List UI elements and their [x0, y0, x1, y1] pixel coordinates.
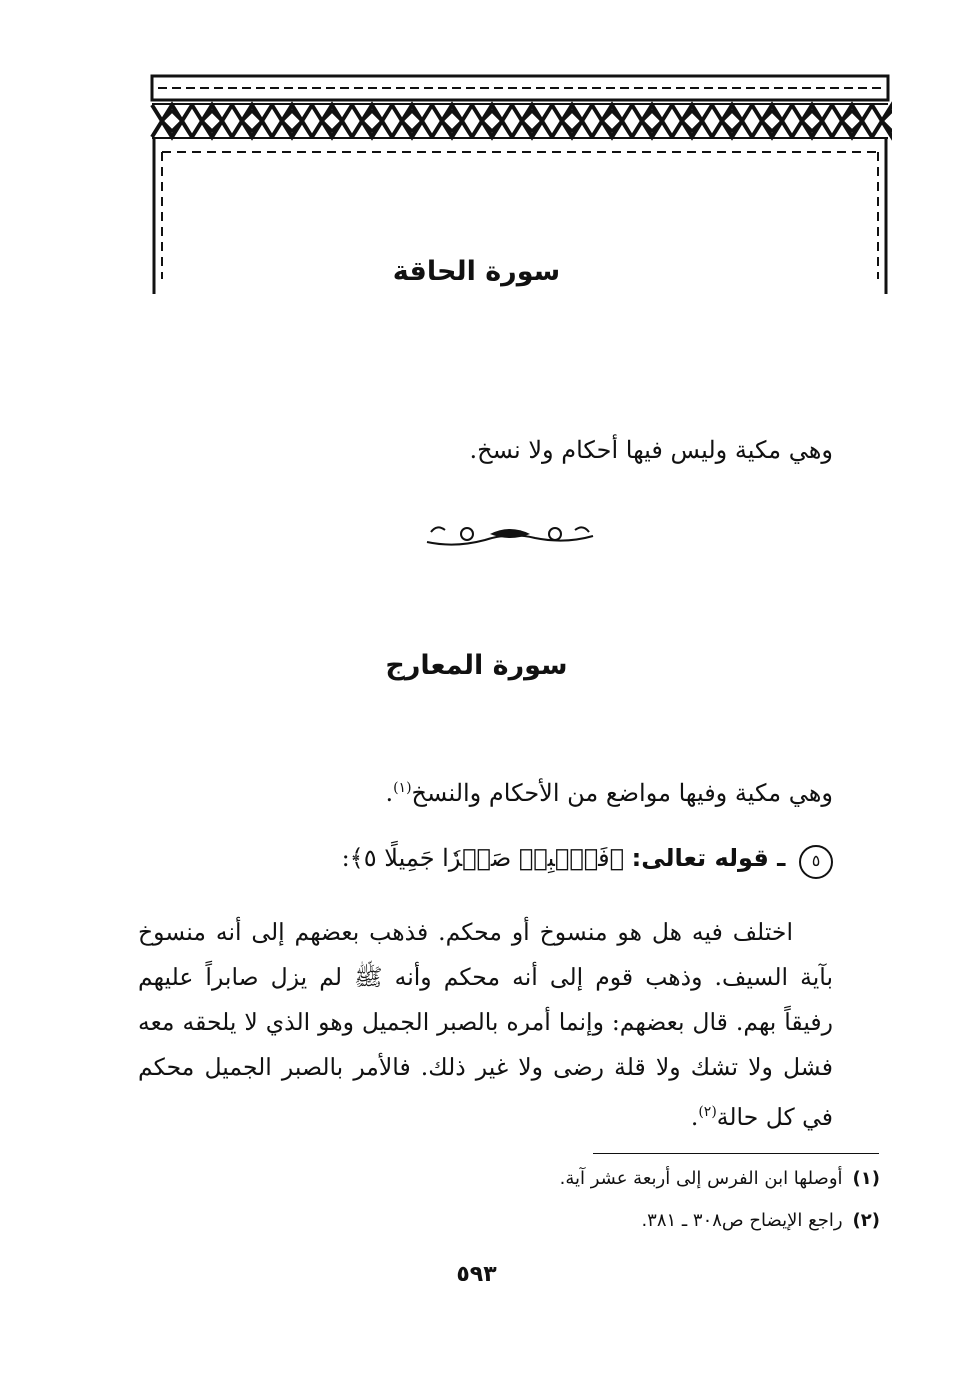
- surah-2-intro-text: وهي مكية وفيها مواضع من الأحكام والنسخ: [411, 779, 833, 807]
- paragraph-end: .: [690, 1102, 699, 1131]
- commentary-paragraph: [138, 910, 833, 1140]
- verse-number: ٥: [811, 851, 821, 870]
- surah-title-al-haqqah: سورة الحاقة: [392, 256, 561, 287]
- footnote-separator: [593, 1153, 879, 1154]
- footnote-2: [641, 1210, 880, 1231]
- footnote-1-text: أوصلها ابن الفرس إلى أربعة عشر آية.: [559, 1168, 843, 1189]
- footnote-2-text: راجع الإيضاح ص٣٠٨ ـ ٣٨١.: [641, 1210, 843, 1231]
- verse-end: :: [341, 844, 350, 872]
- divider-ornament: [425, 520, 595, 554]
- footnote-2-number: (٢): [852, 1210, 880, 1231]
- footnote-ref-1: (١): [393, 780, 412, 796]
- footnote-1-number: (١): [852, 1168, 880, 1189]
- surah-title-al-maarij: سورة المعارج: [385, 650, 568, 681]
- verse-text: ﴿فَٱصۡبِرۡ صَبۡرٗا جَمِيلًا ٥﴾: [349, 844, 625, 872]
- paragraph-text: اختلف فيه هل هو منسوخ أو محكم. فذهب بعضهم إلى أنه منسوخ بآية السيف. وذهب قوم إلى أنه محكم وأنه ﷺ لم يزل صابراً عليهم رفيقاً بهم. قال بعضهم: وإنما أمره بالصبر الجميل وهو الذي لا يلحقه معه فشل ولا تشك ولا قلة رضى ولا غير ذلك. فالأمر بالصبر الجميل محكم في كل حالة: [138, 918, 833, 1131]
- verse-label: ـ قوله تعالى:: [631, 844, 786, 872]
- verse-number-badge: [799, 845, 833, 879]
- verse-line: [342, 838, 833, 879]
- surah-2-intro-end: .: [385, 779, 394, 807]
- footnote-1: [560, 1168, 880, 1189]
- page-number: ٥٩٣: [456, 1262, 497, 1287]
- surah-2-intro: [385, 768, 833, 813]
- surah-1-text: وهي مكية وليس فيها أحكام ولا نسخ.: [469, 436, 833, 464]
- footnote-ref-2: (٢): [698, 1104, 717, 1120]
